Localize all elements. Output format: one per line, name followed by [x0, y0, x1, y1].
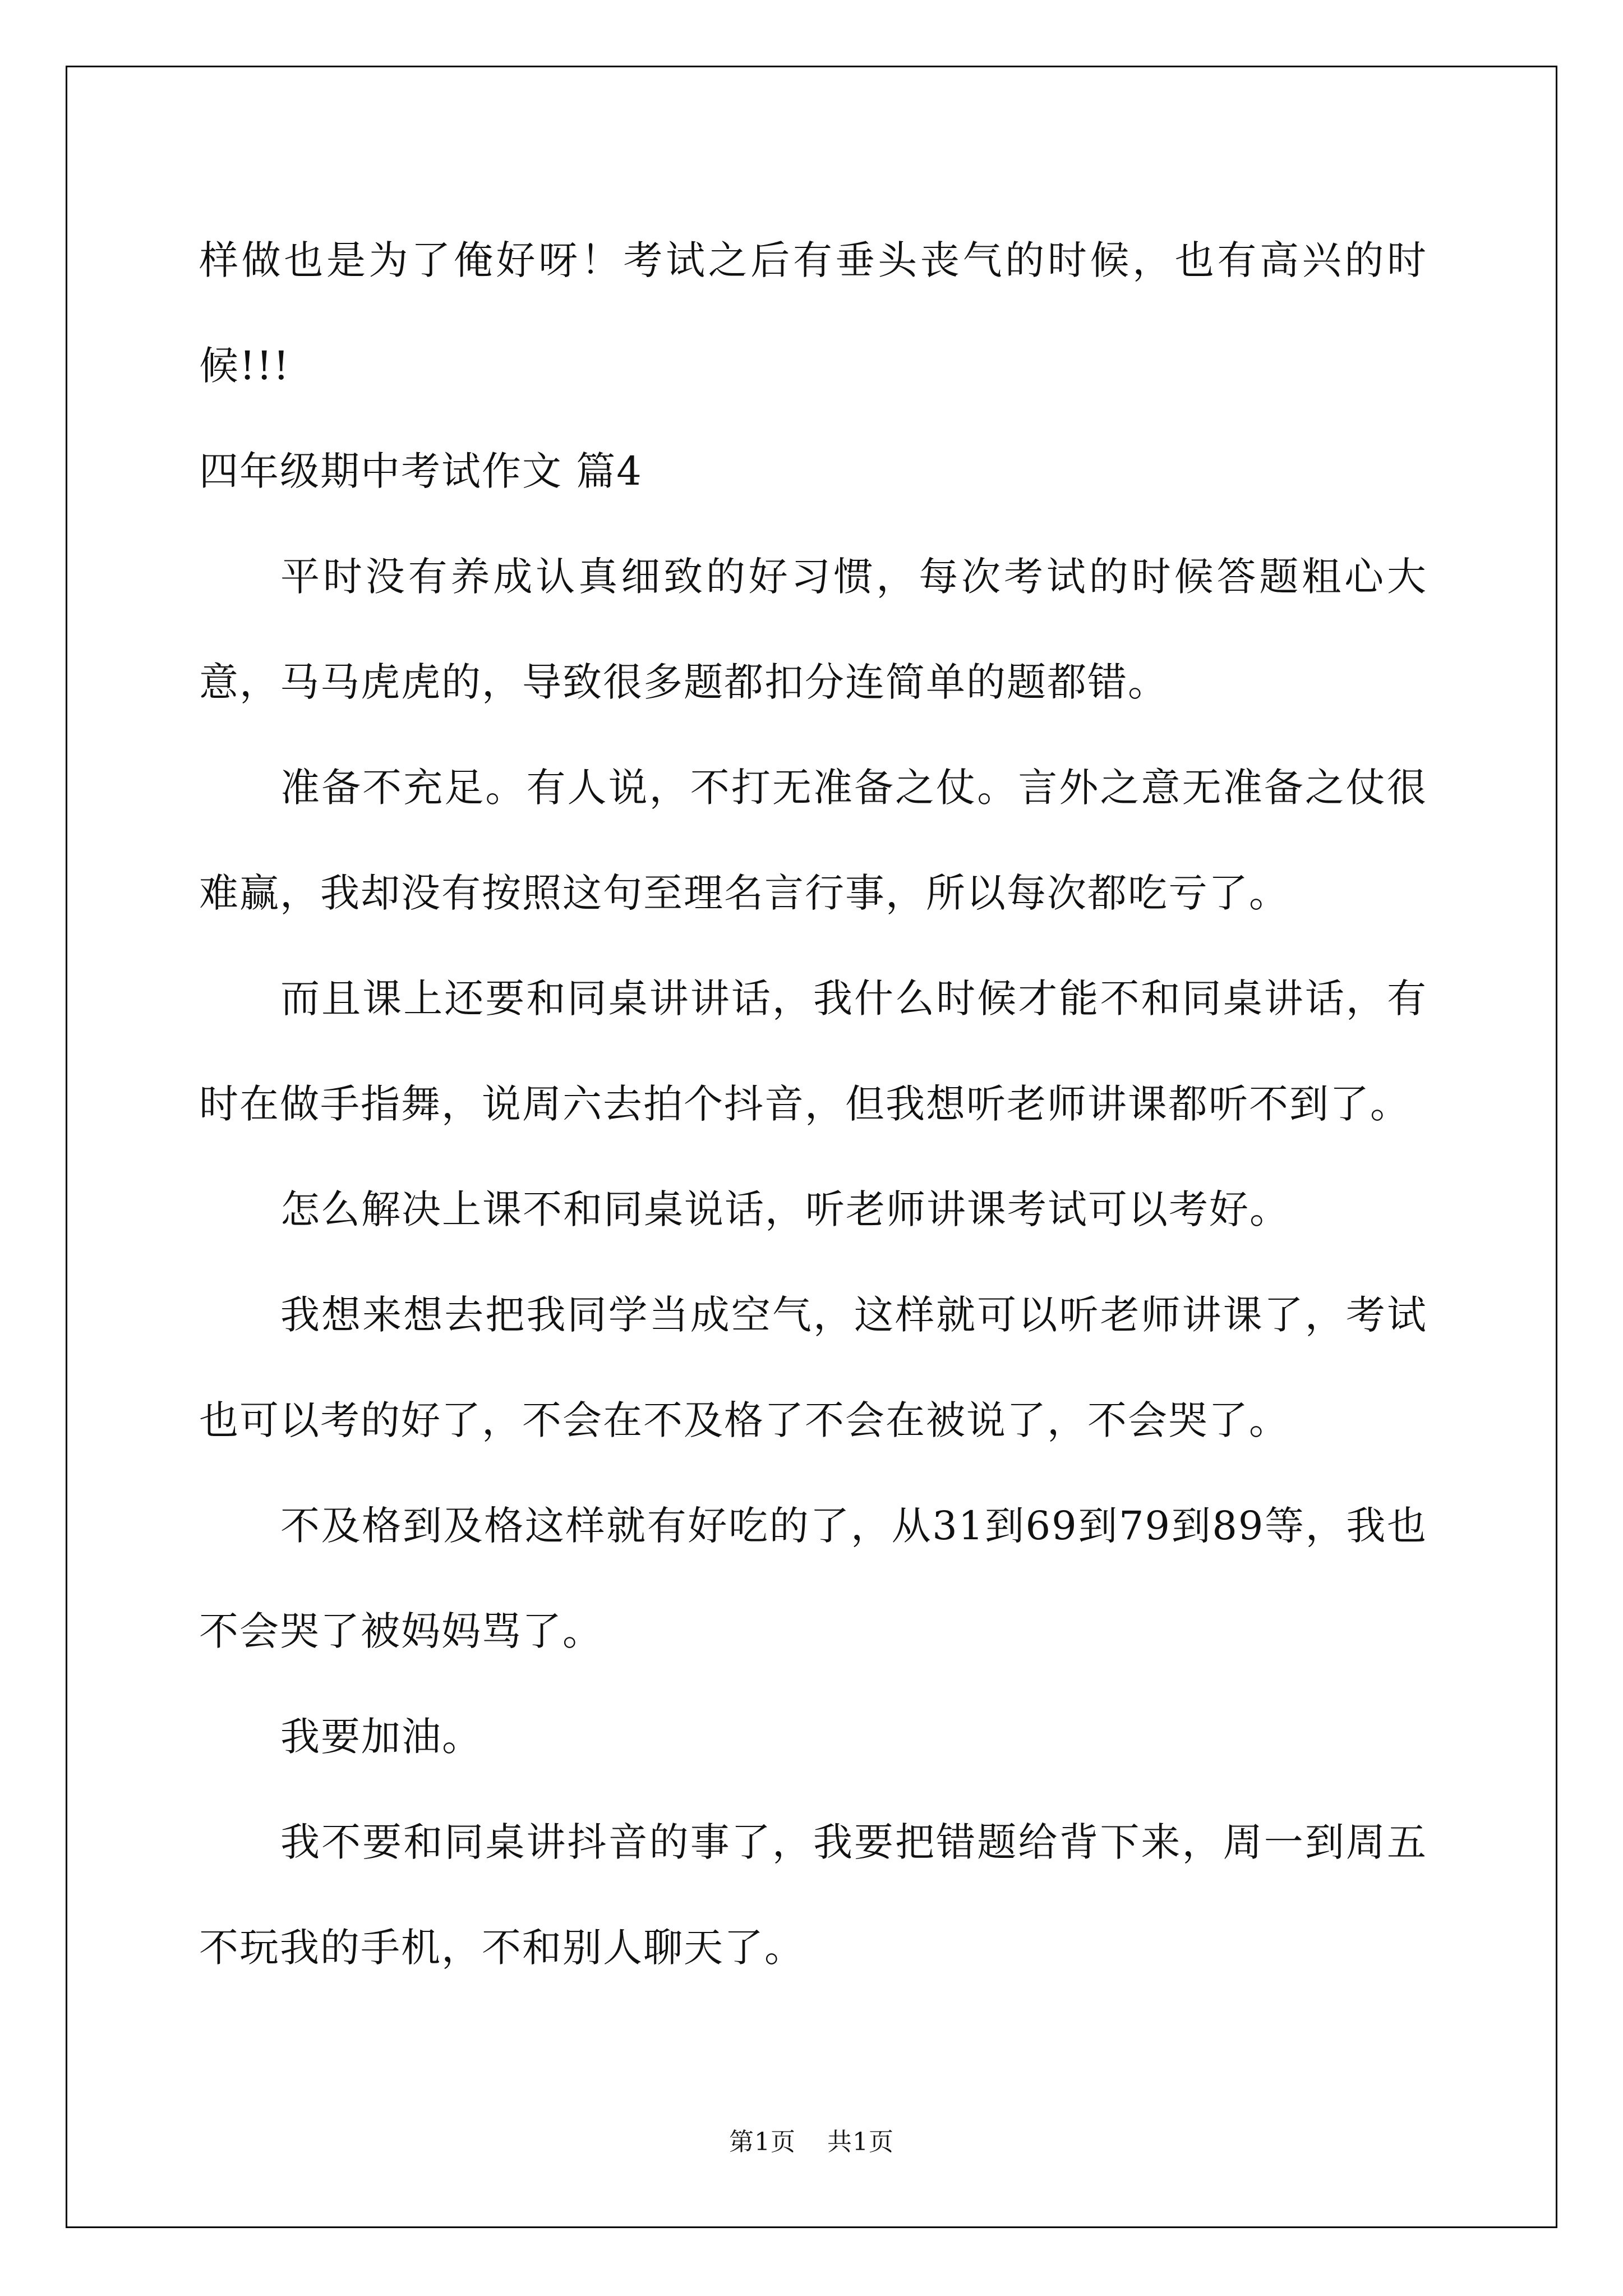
page-number: 第1页	[729, 2128, 796, 2156]
paragraph: 平时没有养成认真细致的好习惯，每次考试的时候答题粗心大意，马马虎虎的，导致很多题都扣分连简单的题都错。	[199, 554, 1427, 705]
paragraph: 不及格到及格这样就有好吃的了，从31到69到79到89等，我也不会哭了被妈妈骂了。	[199, 1503, 1427, 1654]
paragraph: 我不要和同桌讲抖音的事了，我要把错题给背下来，周一到周五不玩我的手机，不和别人聊天了。	[199, 1819, 1427, 1971]
page-footer	[0, 2122, 1623, 2157]
document-body	[199, 208, 1427, 2000]
paragraph: 准备不充足。有人说，不打无准备之仗。言外之意无准备之仗很难赢，我却没有按照这句至理名言行事，所以每次都吃亏了。	[199, 765, 1427, 916]
paragraph: 我要加油。	[280, 1714, 482, 1760]
paragraph: 怎么解决上课不和同桌说话，听老师讲课考试可以考好。	[280, 1186, 1290, 1232]
section-heading: 四年级期中考试作文 篇4	[199, 448, 643, 494]
paragraph-continued: 样做也是为了俺好呀！考试之后有垂头丧气的时候，也有高兴的时候!!!	[199, 237, 1427, 389]
paragraph: 而且课上还要和同桌讲讲话，我什么时候才能不和同桌讲话，有时在做手指舞，说周六去拍个抖音，但我想听老师讲课都听不到了。	[199, 976, 1427, 1127]
page-total: 共1页	[827, 2128, 894, 2156]
paragraph: 我想来想去把我同学当成空气，这样就可以听老师讲课了，考试也可以考的好了，不会在不及格了不会在被说了，不会哭了。	[199, 1292, 1427, 1443]
